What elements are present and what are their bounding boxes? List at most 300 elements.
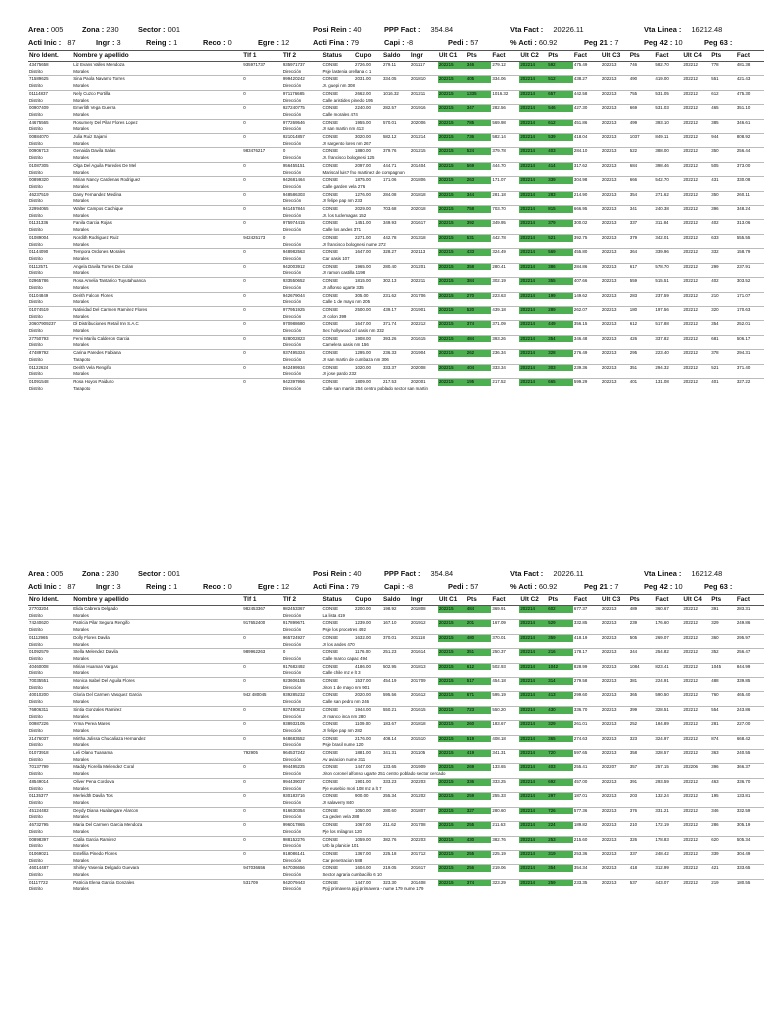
table-cell: 314 (547, 678, 573, 685)
table-cell: 454.18 (491, 678, 519, 685)
table-cell: 202215 (438, 306, 466, 313)
column-header: Fact (573, 595, 601, 606)
table-cell: 303 (547, 364, 573, 371)
table-cell: 994439037 (282, 778, 322, 785)
table-cell: CONSE (321, 306, 354, 313)
table-row-detail (28, 69, 764, 76)
table-cell: 0 (242, 836, 282, 843)
table-cell: 269 (466, 764, 492, 771)
table-row-detail (28, 112, 764, 119)
table-cell: 374 (466, 879, 492, 886)
table-cell: 671 (466, 692, 492, 699)
table-cell: 202213 (601, 263, 629, 270)
distrito-label: Distrito (29, 241, 43, 247)
table-cell: 171.07 (736, 292, 764, 299)
distrito-value: Morales (73, 212, 89, 218)
table-cell: 982453367 (242, 606, 282, 613)
table-cell: CONSE (321, 249, 354, 256)
table-cell: 1944.00 (354, 706, 382, 713)
table-cell: 350 (710, 148, 736, 155)
table-cell: 302.13 (382, 278, 410, 285)
column-header: Ult C1 (438, 595, 466, 606)
table-row (28, 750, 764, 757)
table-cell: 210 (629, 822, 655, 829)
table-cell: 202212 (682, 263, 710, 270)
table-cell: 1632.00 (354, 634, 382, 641)
direccion-value: Calle los andes 371 (322, 227, 362, 233)
distrito-label: Distrito (29, 313, 43, 319)
table-cell: 0 (242, 206, 282, 213)
direccion-value: Pje eusebio mori 108 mz a lt 7 (322, 785, 382, 791)
table-cell: 333.65 (736, 865, 764, 872)
table-cell: CONSE (321, 692, 354, 699)
table-cell: 224.91 (654, 678, 682, 685)
table-row-detail (28, 285, 764, 292)
table-cell: 815 (547, 206, 573, 213)
distrito-value: Tarapoto (73, 385, 91, 391)
table-cell: 27750793 (28, 335, 72, 342)
table-cell: Nordith Rodriguez Ruiz (72, 234, 242, 241)
table-cell: 393.26 (491, 335, 519, 342)
table-cell: 202212 (682, 278, 710, 285)
table-cell: 346 (710, 807, 736, 814)
table-cell: 01114837 (28, 90, 72, 97)
table-row-detail (28, 357, 764, 364)
table-cell: 202203 (410, 836, 438, 843)
table-cell: 202214 (519, 306, 547, 313)
table-cell: 201510 (410, 735, 438, 742)
table-cell: 202213 (601, 191, 629, 198)
table-cell: 942679044 (282, 292, 322, 299)
table-cell: 240.55 (736, 750, 764, 757)
table-cell: 202215 (438, 206, 466, 213)
table-cell: 354 (547, 335, 573, 342)
report-sheet-2 (28, 568, 764, 893)
table-cell: 202214 (519, 119, 547, 126)
table-cell: 506.17 (736, 335, 764, 342)
table-cell: 419.00 (654, 76, 682, 83)
table-cell: 989962263 (242, 649, 282, 656)
table-cell: CONSE (321, 148, 354, 155)
table-cell: 202215 (438, 778, 466, 785)
table-cell: 279.58 (573, 678, 601, 685)
table-cell: 352 (710, 649, 736, 656)
table-row-detail (28, 685, 764, 692)
direccion-value: Jr. guepi nm 308 (322, 83, 355, 89)
table-cell: 202212 (682, 321, 710, 328)
table-cell: 256.44 (736, 148, 764, 155)
table-cell: 442.78 (491, 234, 519, 241)
table-cell: 201612 (410, 692, 438, 699)
table-cell: 356.15 (573, 321, 601, 328)
spacer-cell (242, 613, 282, 620)
table-cell: 444.70 (491, 162, 519, 169)
table-cell: 02965786 (28, 278, 72, 285)
table-cell: 201214 (410, 134, 438, 141)
table-cell: 334.06 (491, 76, 519, 83)
table-cell: CONSE (321, 721, 354, 728)
table-cell: 900.00 (354, 793, 382, 800)
column-header: Pts (466, 51, 492, 62)
table-cell: 202213 (601, 278, 629, 285)
table-cell: 293.59 (654, 778, 682, 785)
table-row-detail (28, 872, 764, 879)
table-cell: 358 (466, 263, 492, 270)
table-cell: 202213 (601, 364, 629, 371)
customer-table (28, 594, 764, 893)
table-row-detail (28, 886, 764, 893)
table-cell: 202215 (438, 119, 466, 126)
table-cell: 01112965 (28, 634, 72, 641)
column-header: Cupo (354, 51, 382, 62)
direccion-value: Jr colon 399 (322, 313, 347, 319)
table-cell: 373.00 (736, 162, 764, 169)
table-cell: 178.17 (573, 649, 601, 656)
table-cell: 202213 (601, 378, 629, 385)
table-cell: 202213 (601, 220, 629, 227)
table-row-detail (28, 858, 764, 865)
table-cell: 202212 (682, 350, 710, 357)
table-cell: 217.53 (382, 378, 410, 385)
table-cell: 202207 (601, 764, 629, 771)
table-cell: 00987226 (28, 721, 72, 728)
table-cell: 202213 (601, 750, 629, 757)
direccion-label: Dirección (282, 828, 302, 834)
table-cell: 202213 (601, 76, 629, 83)
table-cell: 385 (710, 119, 736, 126)
table-row-detail (28, 786, 764, 793)
table-cell: 0 (242, 764, 282, 771)
table-cell: 319 (547, 850, 573, 857)
table-cell: 216 (547, 649, 573, 656)
distrito-label: Distrito (29, 814, 43, 820)
table-cell: 202212 (410, 321, 438, 328)
table-cell: 515.51 (654, 278, 682, 285)
table-cell: 202212 (682, 249, 710, 256)
table-cell: 202215 (438, 678, 466, 685)
table-cell: 133.65 (382, 764, 410, 771)
report-sheet-1 (28, 24, 764, 392)
table-cell: 0 (242, 678, 282, 685)
table-cell: 336.70 (573, 706, 601, 713)
table-cell: 723 (466, 706, 492, 713)
table-cell: 0 (242, 162, 282, 169)
table-cell: 183.67 (382, 721, 410, 728)
table-cell: 202212 (682, 220, 710, 227)
table-row (28, 620, 764, 627)
table-row (28, 62, 764, 69)
table-row (28, 76, 764, 83)
table-row-detail (28, 314, 764, 321)
table-cell: 337 (629, 850, 655, 857)
table-cell: 201615 (410, 335, 438, 342)
table-cell: 280.40 (382, 263, 410, 270)
table-cell: 282.57 (382, 105, 410, 112)
table-cell: Gloria Del Carmen Vasquez Garcia (72, 692, 242, 699)
table-cell: 133.81 (736, 793, 764, 800)
table-cell: 0 (242, 119, 282, 126)
direccion-value: Calle 1 de mayo nm 205 (322, 299, 371, 305)
table-cell: 328.27 (382, 249, 410, 256)
direccion-label: Dirección (282, 342, 302, 348)
table-row-detail (28, 213, 764, 220)
table-cell: CONSE (321, 706, 354, 713)
table-cell: 975974415 (282, 220, 322, 227)
distrito-label: Distrito (29, 385, 43, 391)
table-cell: 303.52 (736, 278, 764, 285)
table-cell: 917899671 (282, 620, 322, 627)
table-cell: 202213 (601, 119, 629, 126)
table-row (28, 879, 764, 886)
table-cell: 418.04 (573, 134, 601, 141)
column-header: Fact (736, 51, 764, 62)
table-cell: 46732795 (28, 822, 72, 829)
spacer-cell (242, 742, 282, 749)
table-row-detail (28, 141, 764, 148)
direccion-value: Calle aristides pinedo 195 (322, 97, 373, 103)
table-cell: 202214 (519, 206, 547, 213)
table-cell: 2020.00 (354, 692, 382, 699)
direccion-label: Dirección (282, 627, 302, 633)
table-cell: 1815.00 (354, 278, 382, 285)
table-cell: 0 (282, 649, 322, 656)
table-cell: 465 (710, 105, 736, 112)
customer-table (28, 50, 764, 392)
table-cell: 202212 (682, 306, 710, 313)
table-cell: 202215 (438, 62, 466, 69)
table-cell: 484 (466, 335, 492, 342)
table-cell: 330.08 (736, 177, 764, 184)
table-row (28, 663, 764, 670)
column-header: Ult C4 (682, 51, 710, 62)
table-cell: 342.01 (654, 234, 682, 241)
table-cell: 393.26 (382, 335, 410, 342)
table-cell: 1176.00 (354, 649, 382, 656)
table-cell: 259 (466, 793, 492, 800)
spacer-cell (242, 843, 282, 850)
distrito-value: Morales (73, 83, 89, 89)
table-cell: 341.31 (491, 750, 519, 757)
table-cell: 202213 (601, 706, 629, 713)
distrito-label: Distrito (29, 255, 43, 261)
direccion-label: Dirección (282, 241, 302, 247)
table-cell: 269.07 (654, 634, 682, 641)
table-cell: 279.11 (382, 62, 410, 69)
table-cell: 202213 (601, 206, 629, 213)
direccion-label: Dirección (282, 670, 302, 676)
table-cell: 202212 (682, 692, 710, 699)
table-cell: 505 (710, 162, 736, 169)
spacer-cell (242, 371, 282, 378)
table-cell: 1604.00 (354, 865, 382, 872)
table-cell: 201916 (410, 105, 438, 112)
table-cell: 405 (466, 76, 492, 83)
table-row-detail (28, 371, 764, 378)
table-cell: CONSE (321, 292, 354, 299)
table-cell: 555.55 (736, 234, 764, 241)
table-cell: 202214 (519, 764, 547, 771)
table-cell: 202215 (438, 292, 466, 299)
table-cell: 928002823 (282, 335, 322, 342)
table-cell: CONSE (321, 378, 354, 385)
table-cell: 305.00 (354, 292, 382, 299)
table-cell: 746 (629, 62, 655, 69)
direccion-value: Calle san martin 254 centro poblado sector san martin (322, 385, 428, 391)
table-cell: 792905 (242, 750, 282, 757)
table-cell: 202215 (438, 321, 466, 328)
table-cell: CONSE (321, 335, 354, 342)
table-cell: 956455151 (282, 162, 322, 169)
table-cell: 202213 (601, 620, 629, 627)
spacer-cell (242, 270, 282, 277)
table-cell: 202215 (438, 836, 466, 843)
table-cell: 202214 (519, 278, 547, 285)
direccion-value: Jr francisco bolognesi nume 272 (322, 241, 386, 247)
table-cell: 324.97 (654, 735, 682, 742)
distrito-value: Morales (73, 814, 89, 820)
distrito-label: Distrito (29, 155, 43, 161)
table-cell: 378 (710, 350, 736, 357)
distrito-value: Morales (73, 843, 89, 849)
direccion-label: Dirección (282, 785, 302, 791)
table-cell: 274.63 (573, 735, 601, 742)
table-cell: 551 (710, 76, 736, 83)
table-cell: 430 (466, 836, 492, 843)
table-cell: Carina Paredes Fabiana (72, 350, 242, 357)
table-cell: Natividad Del Carmen Ramirez Flores (72, 306, 242, 313)
spacer-cell (242, 670, 282, 677)
table-cell: 300.02 (573, 220, 601, 227)
table-cell: 346 (466, 62, 492, 69)
table-cell: 1109.00 (354, 721, 382, 728)
table-cell: 939285232 (282, 692, 322, 699)
table-cell: 201708 (410, 822, 438, 829)
table-cell: 00906713 (28, 148, 72, 155)
direccion-label: Dirección (282, 872, 302, 878)
table-cell: 599.29 (573, 378, 601, 385)
table-cell: 43475658 (28, 62, 72, 69)
table-cell: 942 480045 (242, 692, 282, 699)
direccion-label: Dirección (282, 371, 302, 377)
table-cell: 202214 (519, 879, 547, 886)
table-row-detail (28, 184, 764, 191)
table-cell: 202212 (682, 879, 710, 886)
table-cell: 1955.00 (354, 119, 382, 126)
distrito-value: Morales (73, 756, 89, 762)
table-cell: 21476037 (28, 735, 72, 742)
table-cell: 201904 (410, 350, 438, 357)
table-cell: CONSE (321, 807, 354, 814)
table-cell: Sina Paola Navarro Torres (72, 76, 242, 83)
table-cell: 427.30 (573, 105, 601, 112)
table-cell: 202215 (438, 620, 466, 627)
table-cell: 2726.00 (354, 62, 382, 69)
table-row-detail (28, 386, 764, 393)
table-cell: 202215 (438, 335, 466, 342)
table-cell: 202212 (682, 364, 710, 371)
table-cell: 0 (242, 220, 282, 227)
table-row-detail (28, 98, 764, 105)
distrito-value: Morales (73, 713, 89, 719)
column-header: Ult C3 (601, 51, 629, 62)
table-cell: 202213 (601, 735, 629, 742)
table-cell: 202214 (519, 836, 547, 843)
table-cell: 219.06 (491, 865, 519, 872)
table-cell: 421 (710, 865, 736, 872)
table-cell: 336.70 (736, 778, 764, 785)
table-cell: 403 (547, 764, 573, 771)
distrito-value: Morales (73, 284, 89, 290)
table-cell: 937495324 (282, 350, 322, 357)
table-row-detail (28, 757, 764, 764)
table-cell: 0 (242, 306, 282, 313)
table-cell: 942079443 (282, 879, 322, 886)
table-cell: 923606155 (282, 678, 322, 685)
table-cell: 323 (629, 735, 655, 742)
table-cell: 202215 (438, 721, 466, 728)
table-cell: 360 (710, 634, 736, 641)
table-cell: 0 (242, 364, 282, 371)
table-cell: 01087305 (28, 162, 72, 169)
table-cell: 282.56 (491, 105, 519, 112)
table-cell: 970988680 (282, 321, 322, 328)
table-cell: 01091548 (28, 378, 72, 385)
table-cell: 454.19 (382, 678, 410, 685)
table-cell: 1295.00 (354, 350, 382, 357)
distrito-value: Morales (73, 328, 89, 334)
table-cell: 595.19 (491, 692, 519, 699)
table-cell: 295 (629, 350, 655, 357)
spacer-cell (242, 757, 282, 764)
direccion-label: Dirección (282, 727, 302, 733)
table-cell: 201617 (410, 865, 438, 872)
spacer-cell (242, 627, 282, 634)
table-cell: 948683552 (282, 735, 322, 742)
table-cell: 202212 (682, 807, 710, 814)
table-cell: 582.14 (491, 134, 519, 141)
table-cell: 449 (547, 321, 573, 328)
table-cell: 374 (466, 321, 492, 328)
table-row (28, 706, 764, 713)
table-cell: 202212 (682, 162, 710, 169)
table-cell: 215.60 (573, 836, 601, 843)
table-cell: 349.93 (382, 220, 410, 227)
table-cell: 202212 (682, 706, 710, 713)
table-cell: 999420242 (282, 76, 322, 83)
distrito-label: Distrito (29, 328, 43, 334)
table-cell: Olga Del Aguila Paredes De Mel (72, 162, 242, 169)
table-cell: Patricia Pilar Segura Rengifo (72, 620, 242, 627)
table-cell: 250.37 (491, 649, 519, 656)
table-cell: 419 (466, 750, 492, 757)
table-cell: 239.36 (573, 364, 601, 371)
table-cell: Mirtha Julissa Chucaliaza Hernandez (72, 735, 242, 742)
table-cell: 202214 (519, 350, 547, 357)
direccion-label: Dirección (282, 713, 302, 719)
table-row-detail (28, 829, 764, 836)
table-row (28, 807, 764, 814)
table-row (28, 335, 764, 342)
table-cell: 941457844 (282, 206, 322, 213)
table-row (28, 206, 764, 213)
table-cell: 988152276 (282, 836, 322, 843)
table-cell: Dl Distribuciones Retail Inn S.A.C (72, 321, 242, 328)
spacer-cell (242, 642, 282, 649)
table-cell: CONSE (321, 206, 354, 213)
table-cell: 359 (547, 634, 573, 641)
table-cell: 597.65 (573, 750, 601, 757)
table-cell: CONSE (321, 134, 354, 141)
